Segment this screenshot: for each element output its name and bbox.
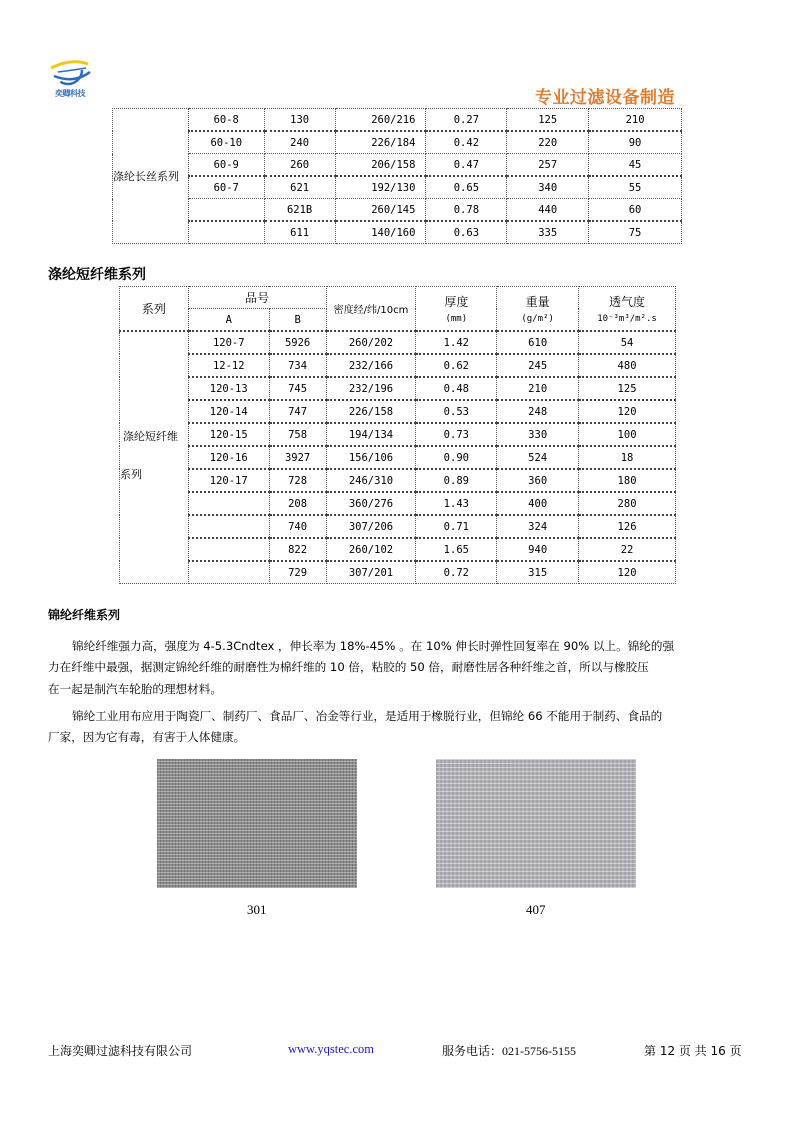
header-permeability-label: 透气度 [609, 295, 646, 309]
header-thickness-label: 厚度 [444, 295, 469, 309]
cell-a: 120-15 [188, 423, 269, 446]
table-row [120, 538, 676, 561]
series-cell: 涤纶长丝系列 [113, 109, 189, 244]
image-caption-407: 407 [526, 902, 546, 917]
header-weight-label: 重量 [525, 295, 550, 309]
header-a: A [188, 309, 269, 332]
cell-density: 260/216 [335, 109, 426, 132]
cell-thickness: 0.42 [426, 131, 507, 154]
cell-b: 3927 [269, 446, 326, 469]
table-row [113, 154, 682, 177]
table-row [120, 400, 676, 423]
paragraph-line: 厂家，因为它有毒，有害于人体健康。 [48, 730, 246, 744]
table-row [120, 561, 676, 584]
cell-a [188, 561, 269, 584]
cell-density: 232/166 [326, 354, 416, 377]
cell-weight: 400 [497, 492, 579, 515]
paragraph-line: 在一起是制汽车轮胎的理想材料。 [48, 681, 222, 696]
cell-thickness: 0.53 [416, 400, 497, 423]
paragraph-nylon-usage-cont [48, 727, 748, 749]
cell-density: 156/106 [326, 446, 416, 469]
cell-a: 12-12 [188, 354, 269, 377]
cell-weight: 610 [497, 331, 579, 354]
cell-density: 194/134 [326, 423, 416, 446]
cell-density: 140/160 [335, 221, 426, 244]
header-product-no: 品号 [188, 287, 326, 309]
cell-b: 728 [269, 469, 326, 492]
table-row [113, 109, 682, 132]
cell-weight: 940 [497, 538, 579, 561]
cell-b: 260 [264, 154, 335, 177]
cell-permeability: 90 [589, 131, 682, 154]
cell-thickness: 0.27 [426, 109, 507, 132]
table-row [120, 446, 676, 469]
header-thickness [416, 287, 497, 332]
cell-density: 232/196 [326, 377, 416, 400]
cell-weight: 360 [497, 469, 579, 492]
cell-b: 208 [269, 492, 326, 515]
header-density: 密度经/纬/10cm [326, 287, 416, 332]
cell-permeability: 280 [579, 492, 676, 515]
cell-b: 740 [269, 515, 326, 538]
cell-b: 747 [269, 400, 326, 423]
cell-a: 60-8 [188, 109, 264, 132]
cell-weight: 248 [497, 400, 579, 423]
series-cell [120, 331, 189, 584]
header-weight [497, 287, 579, 332]
footer-company: 上海奕卿过滤科技有限公司 [48, 1044, 193, 1058]
cell-a: 60-10 [188, 131, 264, 154]
cell-weight: 315 [497, 561, 579, 584]
cell-permeability: 45 [589, 154, 682, 177]
cell-permeability: 125 [579, 377, 676, 400]
logo-globe-icon [46, 50, 106, 90]
table-row [120, 423, 676, 446]
cell-thickness: 1.42 [416, 331, 497, 354]
cell-permeability: 22 [579, 538, 676, 561]
cell-permeability: 120 [579, 400, 676, 423]
cell-permeability: 54 [579, 331, 676, 354]
cell-b: 822 [269, 538, 326, 561]
paragraph-line: 锦纶工业用布应用于陶瓷厂、制药厂、食品厂、冶金等行业，是适用于橡脱行业，但锦纶 66 不能用于制药、食品的 [72, 709, 663, 723]
section-title-polyester-staple: 涤纶短纤维系列 [48, 267, 146, 283]
cell-density: 246/310 [326, 469, 416, 492]
cell-a: 120-14 [188, 400, 269, 423]
header-permeability [579, 287, 676, 332]
cell-b: 621B [264, 199, 335, 222]
footer-website-link[interactable]: www.yqstec.com [288, 1042, 374, 1056]
cell-density: 192/130 [335, 176, 426, 199]
cell-a [188, 199, 264, 222]
polyester-filament-table [112, 108, 682, 244]
cell-thickness: 1.43 [416, 492, 497, 515]
cell-permeability: 210 [589, 109, 682, 132]
cell-b: 734 [269, 354, 326, 377]
cell-thickness: 0.65 [426, 176, 507, 199]
image-caption-301: 301 [247, 902, 267, 917]
logo-text: 奕卿科技 [55, 89, 85, 98]
cell-a [188, 221, 264, 244]
table-row [120, 331, 676, 354]
cell-permeability: 18 [579, 446, 676, 469]
cell-thickness: 0.48 [416, 377, 497, 400]
cell-density: 360/276 [326, 492, 416, 515]
cell-density: 260/202 [326, 331, 416, 354]
cell-thickness: 0.62 [416, 354, 497, 377]
footer-page-info: 第 12 页 共 16 页 [644, 1044, 742, 1058]
series-line-1: 涤纶短纤维 [123, 430, 178, 443]
table-row [113, 199, 682, 222]
cell-weight: 257 [507, 154, 589, 177]
cell-b: 621 [264, 176, 335, 199]
header-series: 系列 [120, 287, 189, 332]
cell-thickness: 0.71 [416, 515, 497, 538]
cell-weight: 330 [497, 423, 579, 446]
cell-a [188, 538, 269, 561]
cell-b: 5926 [269, 331, 326, 354]
fabric-sample-image-301 [157, 759, 357, 888]
cell-a: 120-17 [188, 469, 269, 492]
table-row [120, 377, 676, 400]
cell-b: 130 [264, 109, 335, 132]
table-row [120, 515, 676, 538]
cell-density: 226/158 [326, 400, 416, 423]
cell-permeability: 480 [579, 354, 676, 377]
cell-b: 611 [264, 221, 335, 244]
cell-thickness: 0.72 [416, 561, 497, 584]
cell-a: 120-16 [188, 446, 269, 469]
header-slogan: 专业过滤设备制造 [535, 88, 675, 108]
series-line-2: 系列 [120, 468, 142, 481]
cell-weight: 245 [497, 354, 579, 377]
header-b: B [269, 309, 326, 332]
header-permeability-unit: 10⁻³m³/m².s [597, 314, 657, 324]
cell-a: 120-13 [188, 377, 269, 400]
cell-thickness: 0.73 [416, 423, 497, 446]
paragraph-line: 力在纤维中最强，据测定锦纶纤维的耐磨性为棉纤维的 10 倍，粘胶的 50 倍，耐磨性居各种纤维之首，所以与橡胶压 [48, 660, 649, 674]
footer-phone [442, 1042, 576, 1059]
cell-permeability: 180 [579, 469, 676, 492]
cell-a [188, 492, 269, 515]
cell-density: 260/102 [326, 538, 416, 561]
cell-density: 260/145 [335, 199, 426, 222]
table-row [113, 221, 682, 244]
cell-thickness: 1.65 [416, 538, 497, 561]
cell-weight: 324 [497, 515, 579, 538]
cell-permeability: 100 [579, 423, 676, 446]
cell-b: 240 [264, 131, 335, 154]
cell-b: 745 [269, 377, 326, 400]
cell-permeability: 55 [589, 176, 682, 199]
cell-thickness: 0.63 [426, 221, 507, 244]
polyester-staple-table [119, 286, 676, 584]
cell-a: 60-9 [188, 154, 264, 177]
table-row [113, 176, 682, 199]
header-thickness-unit: (mm) [445, 314, 468, 324]
table-row [120, 469, 676, 492]
cell-a: 60-7 [188, 176, 264, 199]
cell-thickness: 0.90 [416, 446, 497, 469]
section-title-nylon: 锦纶纤维系列 [48, 608, 121, 622]
fabric-sample-image-407 [436, 759, 636, 888]
cell-permeability: 120 [579, 561, 676, 584]
cell-permeability: 60 [589, 199, 682, 222]
cell-a [188, 515, 269, 538]
paragraph-line: 锦纶纤维强力高，强度为 4-5.3Cndtex ，伸长率为 18%-45% 。在 10% 伸长时弹性回复率在 90% 以上。锦纶的强 [72, 639, 675, 653]
table-row [120, 492, 676, 515]
cell-b: 729 [269, 561, 326, 584]
paragraph-nylon-usage [48, 706, 748, 728]
header-weight-unit: (g/m²) [521, 314, 554, 324]
cell-a: 120-7 [188, 331, 269, 354]
cell-thickness: 0.89 [416, 469, 497, 492]
cell-permeability: 126 [579, 515, 676, 538]
table-row [113, 131, 682, 154]
paragraph-nylon-properties-cont [48, 657, 748, 700]
cell-weight: 125 [507, 109, 589, 132]
cell-weight: 335 [507, 221, 589, 244]
cell-b: 758 [269, 423, 326, 446]
cell-weight: 524 [497, 446, 579, 469]
cell-permeability: 75 [589, 221, 682, 244]
table-row [120, 354, 676, 377]
cell-density: 307/206 [326, 515, 416, 538]
cell-weight: 440 [507, 199, 589, 222]
cell-density: 226/184 [335, 131, 426, 154]
cell-weight: 220 [507, 131, 589, 154]
cell-weight: 340 [507, 176, 589, 199]
cell-density: 206/158 [335, 154, 426, 177]
cell-thickness: 0.47 [426, 154, 507, 177]
footer-phone-label: 服务电话： [442, 1044, 503, 1058]
paragraph-nylon-properties [48, 636, 748, 658]
cell-thickness: 0.78 [426, 199, 507, 222]
cell-weight: 210 [497, 377, 579, 400]
footer-phone-number: 021-5756-5155 [502, 1044, 577, 1058]
cell-density: 307/201 [326, 561, 416, 584]
